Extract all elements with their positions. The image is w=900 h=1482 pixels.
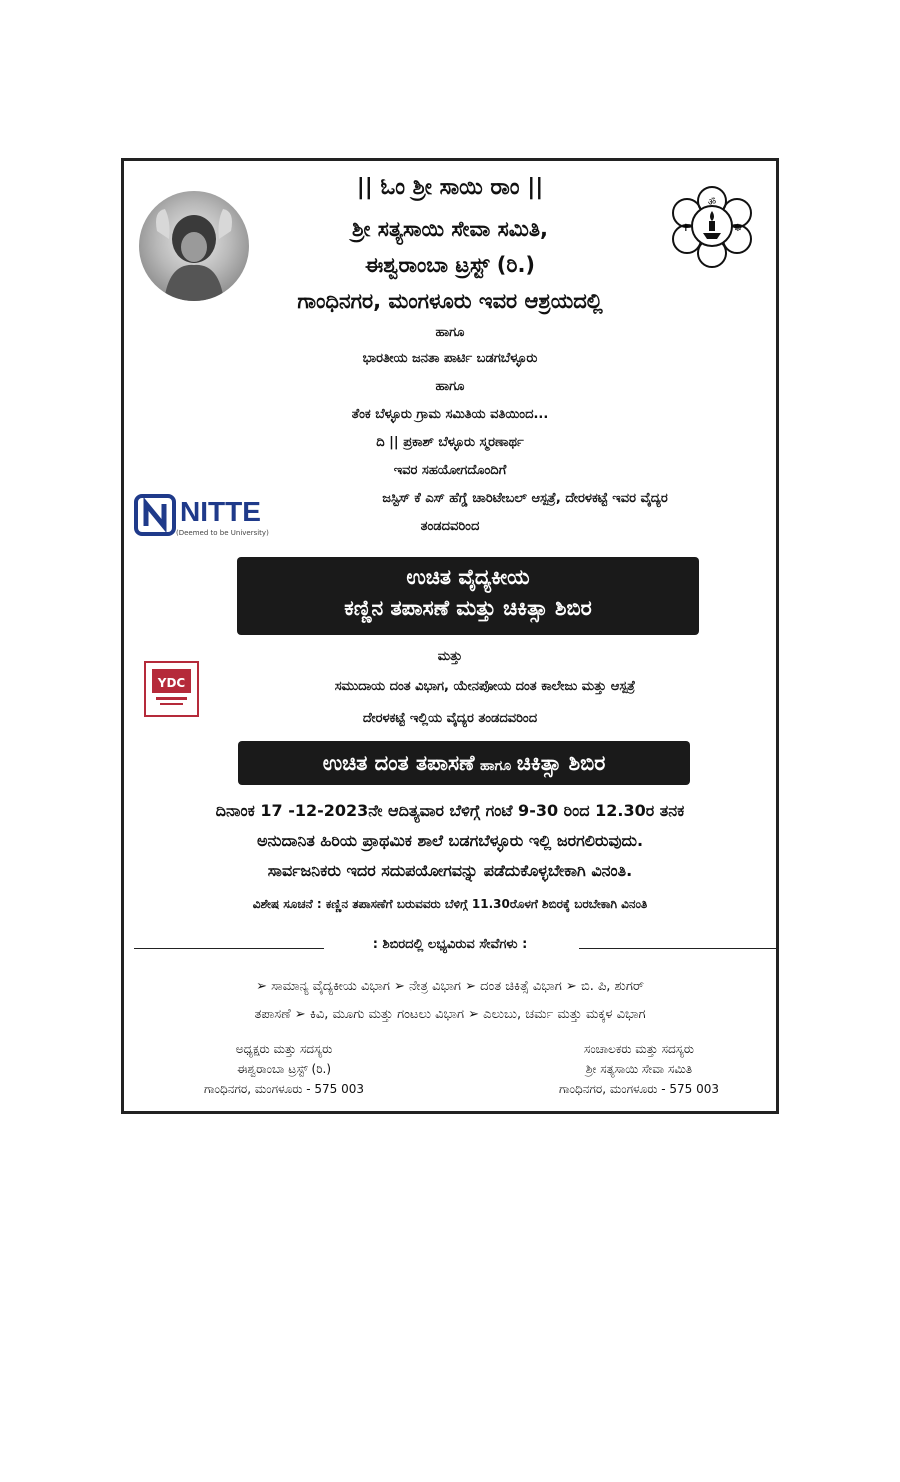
sai-baba-portrait <box>139 191 249 301</box>
special-note: ವಿಶೇಷ ಸೂಚನೆ : ಕಣ್ಣಿನ ತಪಾಸಣೆಗೆ ಬರುವವರು ಬೆಳಿಗ್ಗೆ 11.30ರೊಳಗೆ ಶಿಬಿರಕ್ಕೆ ಬರಬೇಕಾಗಿ ವಿನಂತಿ <box>252 897 648 911</box>
signatory-right-org: ಶ್ರೀ ಸತ್ಯಸಾಯಿ ಸೇವಾ ಸಮಿತಿ <box>585 1062 693 1076</box>
notice-frame <box>121 158 779 1114</box>
svg-text:✝: ✝ <box>681 223 691 234</box>
nitte-logo-icon <box>134 494 176 536</box>
signatory-right <box>524 1039 754 1099</box>
and-text: ಮತ್ತು <box>437 649 463 664</box>
services-line2: ತಪಾಸಣೆ ➢ ಕಿವಿ, ಮೂಗು ಮತ್ತು ಗಂಟಲು ವಿಭಾಗ ➢ ಎಲುಬು, ಚರ್ಮ ಮತ್ತು ಮಕ್ಕಳ ವಿಭಾಗ <box>254 1007 646 1022</box>
date-time-line: ದಿನಾಂಕ 17 -12-2023ನೇ ಆದಿತ್ಯವಾರ ಬೆಳಿಗ್ಗೆ ಗಂಟೆ 9-30 ರಿಂದ 12.30ರ ತನಕ <box>215 801 685 820</box>
dental-dept-line: ಸಮುದಾಯ ದಂತ ವಿಭಾಗ, ಯೇನಪೋಯ ದಂತ ಕಾಲೇಜು ಮತ್ತು ಆಸ್ಪತ್ರೆ <box>334 679 636 694</box>
bjp-line: ಭಾರತೀಯ ಜನತಾ ಪಾರ್ಟಿ ಬಡಗಬೆಳ್ಳೂರು <box>362 351 538 366</box>
memorial-line: ದಿ || ಪ್ರಕಾಶ್ ಬೆಳ್ಳೂರು ಸ್ಮರಣಾರ್ಥ <box>376 435 524 450</box>
org-trust: ಈಶ್ವರಾಂಬಾ ಟ್ರಸ್ಟ್ (ರಿ.) <box>364 253 536 277</box>
org-samiti: ಶ್ರೀ ಸತ್ಯಸಾಯಿ ಸೇವಾ ಸಮಿತಿ, <box>352 217 548 241</box>
request-line: ಸಾರ್ವಜನಿಕರು ಇದರ ಸದುಪಯೋಗವನ್ನು ಪಡೆದುಕೊಳ್ಳಬೇಕಾಗಿ ವಿನಂತಿ. <box>267 861 633 880</box>
signatory-left-title: ಅಧ್ಯಕ್ಷರು ಮತ್ತು ಸದಸ್ಯರು <box>235 1042 333 1056</box>
signatory-left <box>169 1039 399 1099</box>
cooperation-line: ಇವರ ಸಹಯೋಗದೊಂದಿಗೆ <box>393 463 507 478</box>
tenka-line: ತೆಂಕ ಬೆಳ್ಳೂರು ಗ್ರಾಮ ಸಮಿತಿಯ ವತಿಯಿಂದ... <box>351 407 549 422</box>
signatory-right-title: ಸಂಚಾಲಕರು ಮತ್ತು ಸದಸ್ಯರು <box>583 1042 694 1056</box>
eye-camp-banner <box>237 557 699 635</box>
dental-camp-part1: ಉಚಿತ ದಂತ ತಪಾಸಣೆ <box>322 751 475 775</box>
dental-camp-part3: ಚಿಕಿತ್ಸಾ ಶಿಬಿರ <box>516 751 606 775</box>
hospital-line: ಜಸ್ಟಿಸ್ ಕೆ ಎಸ್ ಹೆಗ್ಡೆ ಚಾರಿಟೇಬಲ್ ಆಸ್ಪತ್ರೆ, ದೇರಳಕಟ್ಟೆ ಇವರ ವೈದ್ಯರ <box>382 491 668 506</box>
nitte-subtitle: (Deemed to be University) <box>176 529 269 537</box>
invocation: || ಓಂ ಶ್ರೀ ಸಾಯಿ ರಾಂ || <box>356 175 544 200</box>
services-line1: ➢ ಸಾಮಾನ್ಯ ವೈದ್ಯಕೀಯ ವಿಭಾಗ ➢ ನೇತ್ರ ವಿಭಾಗ ➢ ದಂತ ಚಿಕಿತ್ಸೆ ವಿಭಾಗ ➢ ಬಿ. ಪಿ, ಶುಗರ್ <box>256 979 644 994</box>
venue-line: ಅನುದಾನಿತ ಹಿರಿಯ ಪ್ರಾಥಮಿಕ ಶಾಲೆ ಬಡಗಬೆಳ್ಳೂರು ಇಲ್ಲಿ ಜರಗಲಿರುವುದು. <box>256 831 644 850</box>
eye-camp-line2: ಕಣ್ಣಿನ ತಪಾಸಣೆ ಮತ್ತು ಚಿಕಿತ್ಸಾ ಶಿಬಿರ <box>344 596 592 620</box>
ydc-logo-text: YDC <box>157 676 186 690</box>
team-line: ತಂಡದವರಿಂದ <box>420 519 480 534</box>
svg-text:☸: ☸ <box>733 223 743 234</box>
org-location: ಗಾಂಧಿನಗರ, ಮಂಗಳೂರು ಇವರ ಆಶ್ರಯದಲ್ಲಿ <box>297 289 603 313</box>
nitte-logo <box>134 494 274 540</box>
eye-camp-line1: ಉಚಿತ ವೈದ್ಯಕೀಯ <box>406 565 530 589</box>
divider-right <box>579 948 777 949</box>
services-heading: : ಶಿಬಿರದಲ್ಲಿ ಲಭ್ಯವಿರುವ ಸೇವೆಗಳು : <box>372 937 528 952</box>
and-text: ಹಾಗೂ <box>435 325 465 340</box>
dental-team-line: ದೇರಳಕಟ್ಟೆ ಇಲ್ಲಿಯ ವೈದ್ಯರ ತಂಡದವರಿಂದ <box>362 711 538 726</box>
svg-text:ॐ: ॐ <box>707 198 717 208</box>
nitte-name: NITTE <box>180 496 261 527</box>
dental-camp-part2: ಹಾಗೂ <box>480 758 512 774</box>
dental-camp-banner <box>238 741 690 785</box>
and-text: ಹಾಗೂ <box>435 379 465 394</box>
signatory-right-address: ಗಾಂಧಿನಗರ, ಮಂಗಳೂರು - 575 003 <box>558 1082 720 1096</box>
yenepoya-dental-logo <box>144 661 199 717</box>
signatory-left-address: ಗಾಂಧಿನಗರ, ಮಂಗಳೂರು - 575 003 <box>203 1082 365 1096</box>
signatory-left-org: ಈಶ್ವರಾಂಬಾ ಟ್ರಸ್ಟ್ (ರಿ.) <box>236 1062 332 1076</box>
